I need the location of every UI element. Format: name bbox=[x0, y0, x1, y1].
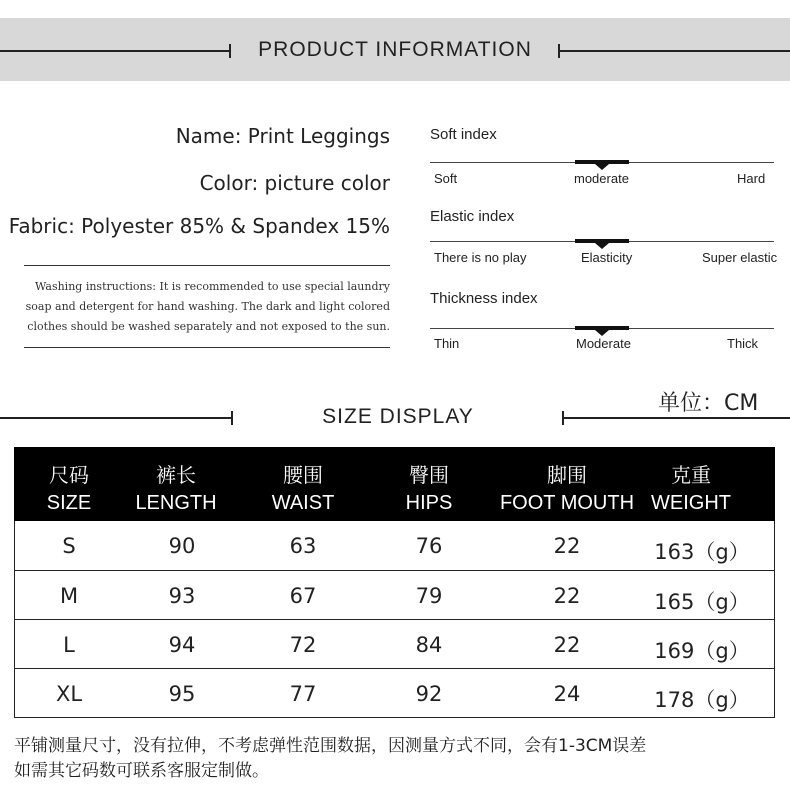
thickness-index-mid-label: Moderate bbox=[576, 336, 631, 351]
header-hips-en: HIPS bbox=[405, 492, 453, 514]
custom-size-note: 如需其它码数可联系客服定制做。 bbox=[14, 761, 269, 781]
table-cell-size: L bbox=[63, 633, 75, 657]
table-cell-hips: 76 bbox=[415, 534, 443, 558]
table-cell-waist: 77 bbox=[289, 682, 317, 706]
header-size bbox=[14, 463, 124, 517]
table-cell-foot-mouth: 24 bbox=[553, 682, 581, 706]
table-cell-waist: 67 bbox=[289, 584, 317, 608]
washing-rule-top bbox=[24, 265, 390, 266]
table-cell-size: XL bbox=[55, 682, 83, 706]
header-weight-cn: 克重 bbox=[671, 465, 711, 487]
table-cell-foot-mouth: 22 bbox=[553, 584, 581, 608]
elastic-index-mid-label: Elasticity bbox=[581, 250, 633, 265]
header-size-en: SIZE bbox=[46, 492, 92, 514]
header-waist-en: WAIST bbox=[271, 492, 335, 514]
washing-line: soap and detergent for hand washing. The dark and light colored bbox=[25, 300, 390, 313]
table-cell-length: 94 bbox=[168, 633, 196, 657]
table-row-divider bbox=[14, 668, 775, 669]
header-waist-cn: 腰围 bbox=[283, 465, 323, 487]
header-weight bbox=[646, 463, 736, 517]
product-information-title: PRODUCT INFORMATION bbox=[258, 38, 532, 61]
header-length-en: LENGTH bbox=[135, 492, 217, 514]
product-name: Name: Print Leggings bbox=[175, 124, 390, 148]
thickness-index-title: Thickness index bbox=[430, 290, 538, 307]
header-length bbox=[124, 463, 228, 517]
washing-line: Washing instructions: It is recommended to use special laundry bbox=[35, 280, 390, 293]
table-cell-length: 95 bbox=[168, 682, 196, 706]
table-cell-hips: 79 bbox=[415, 584, 443, 608]
table-row-divider bbox=[14, 619, 775, 620]
elastic-index-low-label: There is no play bbox=[434, 250, 527, 265]
washing-line: clothes should be washed separately and not exposed to the sun. bbox=[27, 320, 390, 333]
table-cell-weight: 163（g） bbox=[654, 540, 750, 564]
soft-index-mid-label: moderate bbox=[574, 171, 629, 186]
header-foot-mouth-en: FOOT MOUTH bbox=[499, 492, 635, 514]
table-cell-hips: 92 bbox=[415, 682, 443, 706]
soft-index-title: Soft index bbox=[430, 126, 497, 143]
table-row-divider bbox=[14, 570, 775, 571]
soft-index-low-label: Soft bbox=[434, 171, 458, 186]
header-hips-cn: 臀围 bbox=[409, 465, 449, 487]
table-cell-length: 90 bbox=[168, 534, 196, 558]
table-cell-foot-mouth: 22 bbox=[553, 633, 581, 657]
soft-index-pointer bbox=[595, 164, 609, 170]
header-foot-mouth bbox=[494, 463, 640, 517]
product-color: Color: picture color bbox=[199, 171, 390, 195]
table-cell-length: 93 bbox=[168, 584, 196, 608]
table-cell-foot-mouth: 22 bbox=[553, 534, 581, 558]
table-cell-weight: 165（g） bbox=[654, 590, 750, 614]
thickness-index-low-label: Thin bbox=[434, 336, 460, 351]
header-foot-mouth-cn: 脚围 bbox=[547, 465, 587, 487]
washing-rule-bottom bbox=[24, 347, 390, 348]
soft-index-high-label: Hard bbox=[737, 171, 766, 186]
table-cell-size: S bbox=[62, 534, 76, 558]
table-cell-hips: 84 bbox=[415, 633, 443, 657]
washing-instructions bbox=[24, 277, 390, 337]
table-cell-size: M bbox=[59, 584, 79, 608]
header-length-cn: 裤长 bbox=[156, 465, 196, 487]
measurement-note: 平铺测量尺寸，没有拉伸，不考虑弹性范围数据，因测量方式不同，会有1-3CM误差 bbox=[14, 736, 647, 756]
header-waist bbox=[248, 463, 358, 517]
table-cell-weight: 169（g） bbox=[654, 639, 750, 663]
header-size-cn: 尺码 bbox=[49, 465, 89, 487]
table-cell-waist: 63 bbox=[289, 534, 317, 558]
elastic-index-high-label: Super elastic bbox=[702, 250, 778, 265]
header-hips bbox=[374, 463, 484, 517]
elastic-index-pointer bbox=[595, 243, 609, 249]
table-cell-waist: 72 bbox=[289, 633, 317, 657]
elastic-index-title: Elastic index bbox=[430, 208, 515, 225]
thickness-index-high-label: Thick bbox=[727, 336, 759, 351]
unit-label: 单位：CM bbox=[658, 391, 759, 416]
product-fabric: Fabric: Polyester 85% & Spandex 15% bbox=[8, 214, 390, 238]
size-display-title: SIZE DISPLAY bbox=[322, 405, 474, 428]
header-weight-en: WEIGHT bbox=[651, 492, 731, 514]
table-cell-weight: 178（g） bbox=[654, 688, 750, 712]
